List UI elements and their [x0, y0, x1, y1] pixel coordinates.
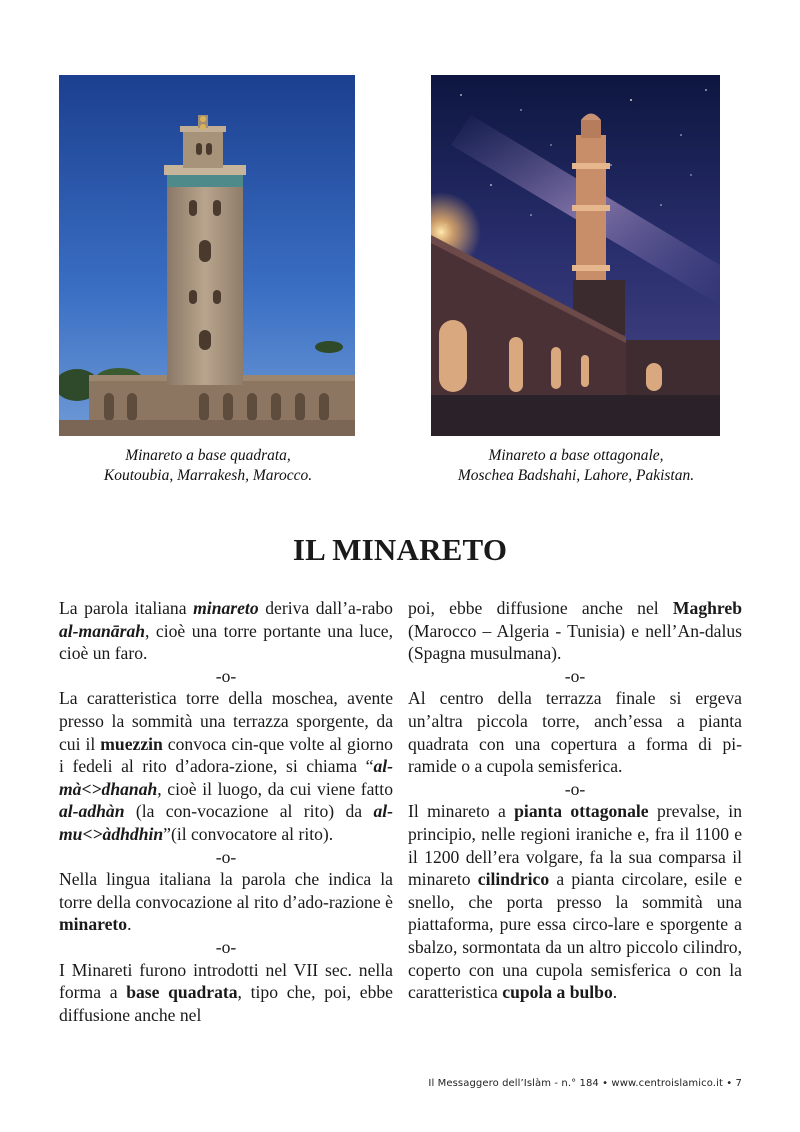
caption-line: Minareto a base ottagonale,	[488, 447, 664, 464]
paragraph-history-continued: poi, ebbe diffusione anche nel Maghreb (Marocco – Algeria - Tunisia) e nell’An-dalus (Spagna musulmana).	[408, 598, 742, 664]
article-title: IL MINARETO	[292, 532, 508, 567]
page-footer: Il Messaggero dell’Islàm - n.° 184 • www.centroislamico.it • 7	[428, 1078, 742, 1089]
caption-line: Koutoubia, Marrakesh, Marocco.	[103, 467, 313, 484]
separator: -o-	[215, 846, 237, 867]
photo-caption-right	[406, 446, 746, 486]
separator: -o-	[215, 936, 237, 957]
article-column-left	[59, 597, 393, 1026]
paragraph-italian-term: Nella lingua italiana la parola che indica la torre della convocazione al rito d’ado-razione è minareto.	[59, 869, 393, 935]
separator: -o-	[564, 778, 586, 799]
paragraph-history: I Minareti furono introdotti nel VII sec. nella forma a base quadrata, tipo che, poi, ebbe diffusione anche nel	[59, 959, 393, 1025]
paragraph-description: La caratteristica torre della moschea, avente presso la sommità una terrazza sporgente, da cui il muezzin convoca cin-que volte al giorno i fedeli al rito d’adora-zione, si chiama “al-mà<>dhanah, cioè il luogo, da cui viene fatto al-adhàn (la con-vocazione al rito) da al-mu<>àdhdhin”(il convocatore al rito).	[59, 688, 393, 844]
badshahi-minaret-photo	[431, 75, 720, 436]
separator: -o-	[564, 665, 586, 686]
koutoubia-minaret-photo	[59, 75, 355, 436]
paragraph-etymology: La parola italiana minareto deriva dall’a-rabo al-manārah, cioè una torre portante una luce, cioè un faro.	[59, 598, 393, 664]
caption-line: Minareto a base quadrata,	[125, 447, 291, 464]
paragraph-shapes: Il minareto a pianta ottagonale prevalse, in principio, nelle regioni iraniche e, fra il 1100 e il 1200 dell’era volgare, fa la sua comparsa il minareto cilindrico a pianta circolare, esile e snello, che porta presso la sommità una piattaforma, pure essa circo-lare e sporgente a sbalzo, sormontata da un altro piccolo cilindro, coperto con una cupola semisferica o con la caratteristica cupola a bulbo.	[408, 801, 743, 1003]
article-column-right	[408, 597, 742, 1004]
photo-caption-left	[40, 446, 376, 486]
separator: -o-	[215, 665, 237, 686]
paragraph-terrace: Al centro della terrazza finale si ergeva un’altra piccola torre, anch’essa a pianta quadrata con una copertura a forma di pi-ramide o a cupola semisferica.	[408, 688, 742, 777]
caption-line: Moschea Badshahi, Lahore, Pakistan.	[457, 467, 695, 484]
